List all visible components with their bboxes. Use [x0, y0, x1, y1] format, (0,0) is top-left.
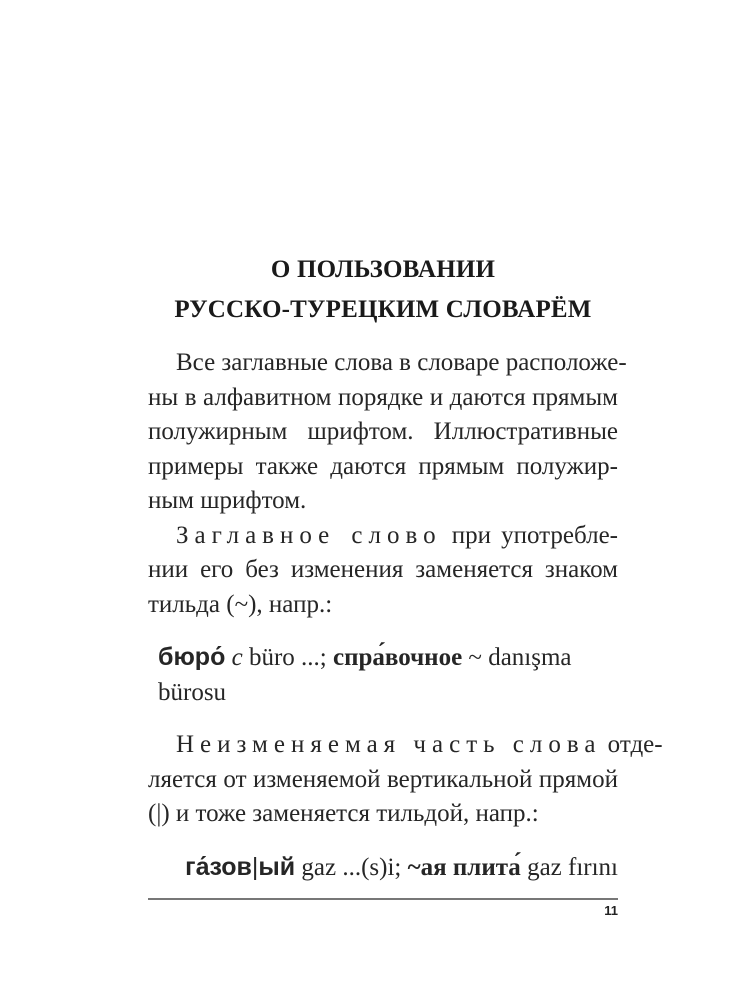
text-line: ным шрифтом.: [148, 487, 307, 514]
example-phrase-translation: gaz fırını: [527, 853, 618, 881]
footer-rule: [148, 898, 618, 900]
example-tilde: ~: [468, 644, 482, 671]
paragraph-stem-separator: [148, 728, 663, 832]
paragraph-intro: [148, 346, 627, 519]
paragraph-headword-tilde: [148, 519, 618, 623]
example-gender: с: [231, 644, 243, 671]
example-stem: га́зов: [185, 852, 252, 881]
example-ending: ый: [258, 852, 296, 881]
text-line: тильда (~), напр.:: [148, 590, 333, 618]
example-phrase-translation-cont: bürosu: [158, 678, 227, 706]
page-number: 11: [604, 903, 618, 918]
title-line-1: О ПОЛЬЗОВАНИИ: [270, 256, 496, 283]
text-line: (|) и тоже заменяется тильдой, напр.:: [148, 800, 539, 827]
text-line: Все заглавные слова в словаре расположе-: [176, 349, 627, 376]
text-line: нии его без изменения заменяется знаком: [148, 556, 618, 583]
example-headword: бюро́: [158, 643, 226, 671]
text-line: Неизменяемая часть слова отде-: [176, 731, 663, 758]
spaced-term: Заглавное слово: [176, 521, 442, 549]
text-line: Заглавное слово при употребле-: [176, 521, 619, 549]
stem-separator: |: [251, 852, 259, 881]
example-entry-2: [148, 850, 618, 886]
page-title: [148, 250, 618, 330]
text-line: полужирным шрифтом. Иллюстративные: [148, 418, 618, 445]
text-line: ляется от изменяемой вертикальной прямой: [148, 765, 618, 793]
text-line: примеры также даются прямым полужир-: [148, 452, 618, 480]
example-phrase: ~ая плита́: [407, 853, 521, 881]
text-line: ны в алфавитном порядке и даются прямым: [148, 383, 618, 411]
example-translation: gaz ...(s)i;: [301, 853, 402, 881]
example-entry-1: [158, 640, 618, 710]
example-phrase: спра́вочное: [332, 644, 463, 671]
title-line-2: РУССКО-ТУРЕЦКИМ СЛОВАРЁМ: [174, 296, 592, 323]
example-phrase-translation: danışma: [488, 644, 572, 671]
example-translation: büro ...;: [248, 644, 327, 671]
spaced-term: Неизменяемая часть слова: [176, 731, 602, 758]
page-content: [148, 250, 663, 885]
